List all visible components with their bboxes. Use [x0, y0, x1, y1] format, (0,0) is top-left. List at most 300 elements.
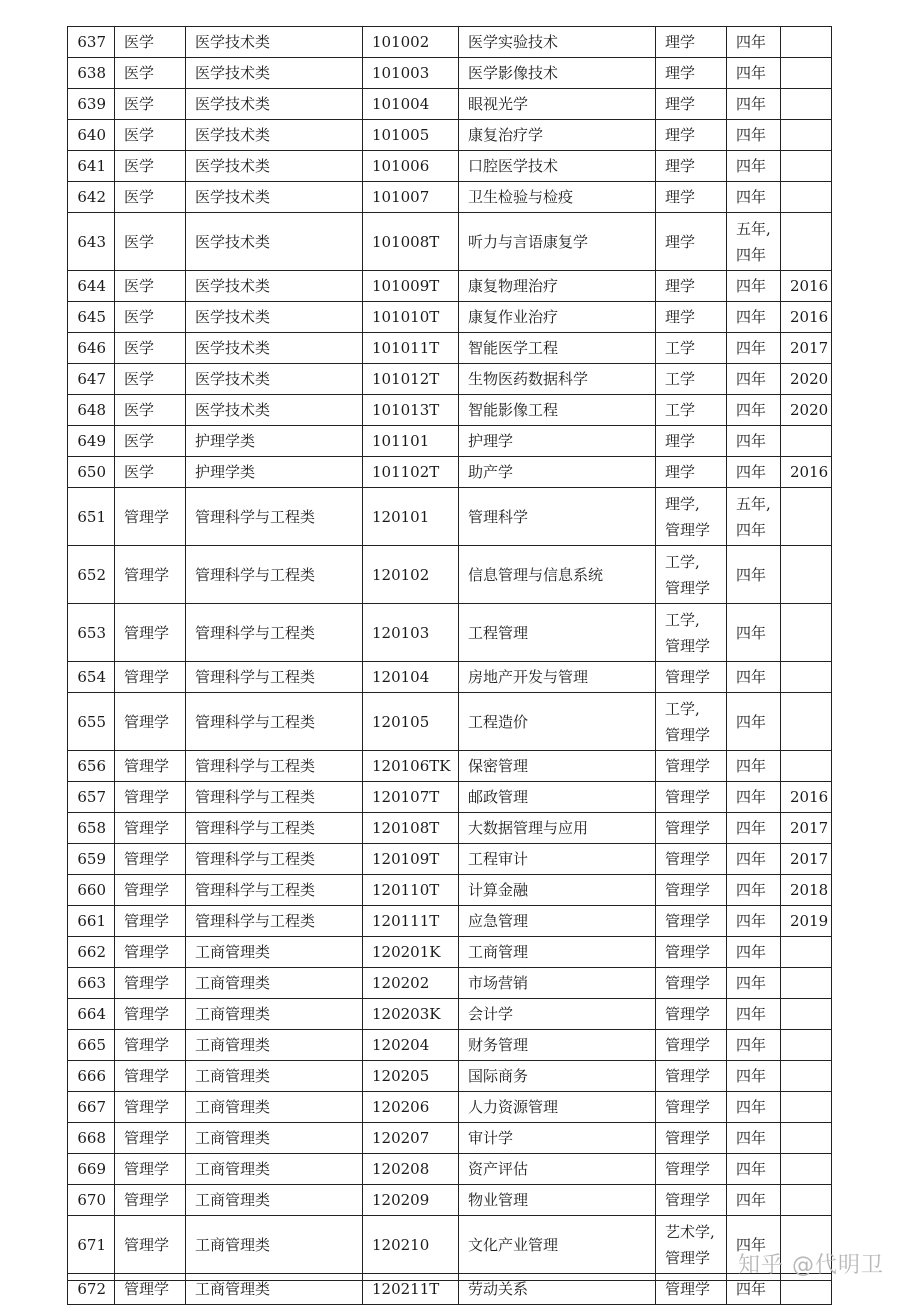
row-number: 670	[68, 1185, 115, 1216]
major-name-cell: 工程审计	[459, 844, 656, 875]
duration-cell-line: 四年	[736, 623, 767, 642]
major-code-cell: 120105	[363, 693, 459, 751]
degree-cell-line: 工学,	[665, 610, 700, 629]
row-number: 669	[68, 1154, 115, 1185]
row-number: 655	[68, 693, 115, 751]
discipline-cell: 医学	[115, 364, 186, 395]
duration-cell-line: 四年	[736, 245, 767, 264]
major-name-cell: 人力资源管理	[459, 1092, 656, 1123]
year-cell	[781, 151, 832, 182]
duration-cell	[727, 457, 781, 488]
duration-cell	[727, 844, 781, 875]
discipline-cell: 医学	[115, 27, 186, 58]
duration-cell	[727, 89, 781, 120]
duration-cell-line: 四年	[736, 788, 767, 806]
row-number: 648	[68, 395, 115, 426]
table-row	[68, 58, 832, 89]
duration-cell-line: 四年	[736, 881, 767, 899]
major-code-cell: 101002	[363, 27, 459, 58]
row-number: 656	[68, 751, 115, 782]
major-code-cell: 120203K	[363, 999, 459, 1030]
category-cell: 工商管理类	[186, 1030, 363, 1061]
duration-cell-line: 四年	[736, 712, 767, 731]
discipline-cell: 管理学	[115, 1030, 186, 1061]
degree-cell-line: 理学,	[665, 494, 700, 513]
row-number: 654	[68, 662, 115, 693]
duration-cell-line: 四年	[736, 757, 767, 775]
duration-cell	[727, 1185, 781, 1216]
major-code-cell: 120106TK	[363, 751, 459, 782]
degree-cell-line: 工学	[665, 401, 696, 419]
degree-cell-line: 理学	[665, 157, 696, 175]
year-cell	[781, 546, 832, 604]
year-cell	[781, 662, 832, 693]
degree-cell	[656, 364, 727, 395]
discipline-cell: 管理学	[115, 1092, 186, 1123]
major-name-cell: 财务管理	[459, 1030, 656, 1061]
row-number: 642	[68, 182, 115, 213]
degree-cell	[656, 751, 727, 782]
discipline-cell: 管理学	[115, 1061, 186, 1092]
duration-cell	[727, 546, 781, 604]
row-number: 665	[68, 1030, 115, 1061]
major-code-cell: 120208	[363, 1154, 459, 1185]
category-cell: 医学技术类	[186, 213, 363, 271]
table-row	[68, 906, 832, 937]
table-row	[68, 1061, 832, 1092]
discipline-cell: 管理学	[115, 1216, 186, 1274]
year-cell	[781, 1123, 832, 1154]
major-name-cell: 康复物理治疗	[459, 271, 656, 302]
major-code-cell: 120101	[363, 488, 459, 546]
table-row	[68, 457, 832, 488]
discipline-cell: 管理学	[115, 1123, 186, 1154]
row-number: 668	[68, 1123, 115, 1154]
category-cell: 管理科学与工程类	[186, 813, 363, 844]
discipline-cell: 管理学	[115, 488, 186, 546]
category-cell: 护理学类	[186, 457, 363, 488]
duration-cell-line: 四年	[736, 943, 767, 961]
table-row	[68, 1216, 832, 1274]
category-cell: 管理科学与工程类	[186, 875, 363, 906]
discipline-cell: 医学	[115, 302, 186, 333]
watermark: 知乎 @代明卫	[738, 1253, 884, 1278]
year-cell	[781, 693, 832, 751]
year-cell	[781, 1061, 832, 1092]
category-cell: 管理科学与工程类	[186, 782, 363, 813]
discipline-cell: 管理学	[115, 906, 186, 937]
duration-cell-line: 四年	[736, 974, 767, 992]
major-code-cell: 101009T	[363, 271, 459, 302]
degree-cell-line: 工学,	[665, 552, 700, 571]
degree-cell	[656, 1274, 727, 1305]
degree-cell-line: 管理学	[665, 1036, 711, 1054]
duration-cell	[727, 120, 781, 151]
year-cell	[781, 751, 832, 782]
row-number: 647	[68, 364, 115, 395]
major-name-cell: 审计学	[459, 1123, 656, 1154]
table-row	[68, 333, 832, 364]
degree-cell-line: 管理学	[665, 1098, 711, 1116]
category-cell: 工商管理类	[186, 1274, 363, 1305]
category-cell: 工商管理类	[186, 1092, 363, 1123]
degree-cell-line: 理学	[665, 95, 696, 113]
discipline-cell: 医学	[115, 213, 186, 271]
discipline-cell: 医学	[115, 58, 186, 89]
duration-cell-line: 四年	[736, 308, 767, 326]
year-cell: 2016	[781, 457, 832, 488]
duration-cell-line: 四年	[736, 1067, 767, 1085]
table-row	[68, 364, 832, 395]
table-row	[68, 151, 832, 182]
year-cell	[781, 426, 832, 457]
row-number: 645	[68, 302, 115, 333]
duration-cell	[727, 333, 781, 364]
duration-cell-line: 四年	[736, 1235, 767, 1254]
major-name-cell: 助产学	[459, 457, 656, 488]
duration-cell-line: 五年,	[736, 494, 771, 513]
degree-cell-line: 管理学	[665, 1005, 711, 1023]
duration-cell-line: 四年	[736, 850, 767, 868]
row-number: 672	[68, 1274, 115, 1305]
row-number: 663	[68, 968, 115, 999]
duration-cell	[727, 426, 781, 457]
duration-cell	[727, 271, 781, 302]
duration-cell-line: 四年	[736, 339, 767, 357]
row-number: 640	[68, 120, 115, 151]
category-cell: 工商管理类	[186, 999, 363, 1030]
degree-cell	[656, 968, 727, 999]
degree-cell-line: 工学	[665, 339, 696, 357]
table-row	[68, 1154, 832, 1185]
table-body	[68, 27, 832, 1305]
duration-cell	[727, 875, 781, 906]
table-row	[68, 1123, 832, 1154]
year-cell: 2018	[781, 875, 832, 906]
year-cell	[781, 1185, 832, 1216]
degree-cell	[656, 1030, 727, 1061]
major-name-cell: 资产评估	[459, 1154, 656, 1185]
major-name-cell: 物业管理	[459, 1185, 656, 1216]
degree-cell-line: 工学,	[665, 699, 700, 718]
discipline-cell: 医学	[115, 89, 186, 120]
major-name-cell: 大数据管理与应用	[459, 813, 656, 844]
year-cell: 2017	[781, 813, 832, 844]
year-cell: 2019	[781, 906, 832, 937]
duration-cell-line: 四年	[736, 126, 767, 144]
degree-cell	[656, 1216, 727, 1274]
row-number: 667	[68, 1092, 115, 1123]
discipline-cell: 医学	[115, 333, 186, 364]
duration-cell	[727, 1274, 781, 1305]
duration-cell-line: 四年	[736, 432, 767, 450]
degree-cell	[656, 457, 727, 488]
category-cell: 工商管理类	[186, 1061, 363, 1092]
table-row	[68, 182, 832, 213]
duration-cell	[727, 693, 781, 751]
duration-cell	[727, 999, 781, 1030]
year-cell	[781, 1274, 832, 1305]
degree-cell	[656, 182, 727, 213]
duration-cell-line: 四年	[736, 95, 767, 113]
degree-cell	[656, 1185, 727, 1216]
table-row	[68, 999, 832, 1030]
year-cell	[781, 120, 832, 151]
major-name-cell: 国际商务	[459, 1061, 656, 1092]
degree-cell	[656, 662, 727, 693]
year-cell	[781, 1216, 832, 1274]
degree-cell-line: 理学	[665, 277, 696, 295]
major-code-cell: 120111T	[363, 906, 459, 937]
discipline-cell: 管理学	[115, 813, 186, 844]
row-number: 661	[68, 906, 115, 937]
row-number: 671	[68, 1216, 115, 1274]
duration-cell	[727, 1123, 781, 1154]
category-cell: 管理科学与工程类	[186, 546, 363, 604]
year-cell	[781, 58, 832, 89]
category-cell: 医学技术类	[186, 151, 363, 182]
degree-cell	[656, 693, 727, 751]
major-name-cell: 文化产业管理	[459, 1216, 656, 1274]
year-cell	[781, 488, 832, 546]
degree-cell	[656, 426, 727, 457]
major-name-cell: 市场营销	[459, 968, 656, 999]
duration-cell	[727, 58, 781, 89]
major-code-cell: 101012T	[363, 364, 459, 395]
table-row	[68, 844, 832, 875]
major-name-cell: 会计学	[459, 999, 656, 1030]
degree-cell-line: 管理学	[665, 636, 711, 655]
table-row	[68, 751, 832, 782]
major-code-cell: 101005	[363, 120, 459, 151]
duration-cell	[727, 364, 781, 395]
duration-cell-line: 四年	[736, 1129, 767, 1147]
table-row	[68, 875, 832, 906]
major-name-cell: 护理学	[459, 426, 656, 457]
degree-cell-line: 理学	[665, 126, 696, 144]
duration-cell-line: 四年	[736, 1005, 767, 1023]
year-cell: 2020	[781, 395, 832, 426]
duration-cell-line: 四年	[736, 370, 767, 388]
row-number: 644	[68, 271, 115, 302]
major-code-cell: 120201K	[363, 937, 459, 968]
degree-cell	[656, 58, 727, 89]
degree-cell	[656, 333, 727, 364]
table-row	[68, 604, 832, 662]
degree-cell	[656, 844, 727, 875]
duration-cell-line: 四年	[736, 1036, 767, 1054]
duration-cell	[727, 213, 781, 271]
major-name-cell: 工商管理	[459, 937, 656, 968]
major-name-cell: 眼视光学	[459, 89, 656, 120]
row-number: 651	[68, 488, 115, 546]
year-cell: 2017	[781, 333, 832, 364]
category-cell: 工商管理类	[186, 968, 363, 999]
duration-cell	[727, 488, 781, 546]
discipline-cell: 医学	[115, 395, 186, 426]
table-row	[68, 1185, 832, 1216]
discipline-cell: 医学	[115, 457, 186, 488]
duration-cell	[727, 906, 781, 937]
degree-cell-line: 管理学	[665, 912, 711, 930]
duration-cell-line: 五年,	[736, 219, 771, 238]
discipline-cell: 医学	[115, 182, 186, 213]
discipline-cell: 管理学	[115, 751, 186, 782]
degree-cell-line: 理学	[665, 432, 696, 450]
category-cell: 管理科学与工程类	[186, 488, 363, 546]
row-number: 666	[68, 1061, 115, 1092]
duration-cell-line: 四年	[736, 1280, 767, 1298]
duration-cell-line: 四年	[736, 1160, 767, 1178]
degree-cell	[656, 875, 727, 906]
degree-cell-line: 理学	[665, 308, 696, 326]
discipline-cell: 管理学	[115, 844, 186, 875]
table-row	[68, 1092, 832, 1123]
degree-cell-line: 艺术学,	[665, 1222, 715, 1241]
major-name-cell: 医学实验技术	[459, 27, 656, 58]
duration-cell-line: 四年	[736, 33, 767, 51]
discipline-cell: 管理学	[115, 937, 186, 968]
degree-cell-line: 理学	[665, 33, 696, 51]
table-row	[68, 213, 832, 271]
discipline-cell: 医学	[115, 151, 186, 182]
major-name-cell: 卫生检验与检疫	[459, 182, 656, 213]
category-cell: 医学技术类	[186, 89, 363, 120]
major-code-cell: 101101	[363, 426, 459, 457]
degree-cell-line: 理学	[665, 64, 696, 82]
degree-cell	[656, 213, 727, 271]
category-cell: 工商管理类	[186, 1216, 363, 1274]
degree-cell-line: 管理学	[665, 1280, 711, 1298]
year-cell	[781, 968, 832, 999]
category-cell: 管理科学与工程类	[186, 844, 363, 875]
duration-cell-line: 四年	[736, 277, 767, 295]
discipline-cell: 医学	[115, 120, 186, 151]
major-code-cell: 120204	[363, 1030, 459, 1061]
major-name-cell: 计算金融	[459, 875, 656, 906]
category-cell: 管理科学与工程类	[186, 662, 363, 693]
degree-cell	[656, 1092, 727, 1123]
degree-cell-line: 管理学	[665, 1191, 711, 1209]
discipline-cell: 管理学	[115, 1154, 186, 1185]
duration-cell	[727, 27, 781, 58]
category-cell: 医学技术类	[186, 120, 363, 151]
major-code-cell: 120206	[363, 1092, 459, 1123]
major-name-cell: 智能医学工程	[459, 333, 656, 364]
row-number: 660	[68, 875, 115, 906]
major-code-cell: 120103	[363, 604, 459, 662]
row-number: 638	[68, 58, 115, 89]
degree-cell	[656, 395, 727, 426]
year-cell	[781, 1030, 832, 1061]
degree-cell	[656, 604, 727, 662]
duration-cell-line: 四年	[736, 819, 767, 837]
major-name-cell: 康复作业治疗	[459, 302, 656, 333]
year-cell	[781, 1154, 832, 1185]
row-number: 650	[68, 457, 115, 488]
table-row	[68, 120, 832, 151]
degree-cell-line: 理学	[665, 188, 696, 206]
year-cell: 2020	[781, 364, 832, 395]
degree-cell	[656, 813, 727, 844]
degree-cell-line: 管理学	[665, 788, 711, 806]
major-name-cell: 保密管理	[459, 751, 656, 782]
degree-cell	[656, 1061, 727, 1092]
discipline-cell: 管理学	[115, 693, 186, 751]
category-cell: 管理科学与工程类	[186, 906, 363, 937]
degree-cell	[656, 488, 727, 546]
year-cell	[781, 213, 832, 271]
category-cell: 医学技术类	[186, 395, 363, 426]
year-cell: 2017	[781, 844, 832, 875]
degree-cell-line: 管理学	[665, 520, 711, 539]
duration-cell	[727, 151, 781, 182]
row-number: 649	[68, 426, 115, 457]
degree-cell	[656, 906, 727, 937]
degree-cell-line: 管理学	[665, 943, 711, 961]
major-code-cell: 101013T	[363, 395, 459, 426]
degree-cell-line: 管理学	[665, 850, 711, 868]
degree-cell	[656, 937, 727, 968]
duration-cell	[727, 1030, 781, 1061]
degree-cell-line: 工学	[665, 370, 696, 388]
degree-cell	[656, 89, 727, 120]
major-name-cell: 康复治疗学	[459, 120, 656, 151]
year-cell: 2016	[781, 302, 832, 333]
duration-cell	[727, 1061, 781, 1092]
duration-cell	[727, 395, 781, 426]
degree-cell-line: 管理学	[665, 1160, 711, 1178]
category-cell: 医学技术类	[186, 58, 363, 89]
category-cell: 医学技术类	[186, 302, 363, 333]
table-row	[68, 693, 832, 751]
category-cell: 管理科学与工程类	[186, 604, 363, 662]
table-row	[68, 271, 832, 302]
major-name-cell: 生物医药数据科学	[459, 364, 656, 395]
major-code-cell: 101102T	[363, 457, 459, 488]
duration-cell	[727, 937, 781, 968]
duration-cell	[727, 182, 781, 213]
discipline-cell: 管理学	[115, 968, 186, 999]
major-name-cell: 听力与言语康复学	[459, 213, 656, 271]
discipline-cell: 管理学	[115, 999, 186, 1030]
duration-cell-line: 四年	[736, 401, 767, 419]
major-name-cell: 医学影像技术	[459, 58, 656, 89]
category-cell: 医学技术类	[186, 333, 363, 364]
year-cell	[781, 937, 832, 968]
major-code-cell: 120210	[363, 1216, 459, 1274]
degree-cell-line: 管理学	[665, 1248, 711, 1267]
duration-cell	[727, 1092, 781, 1123]
duration-cell-line: 四年	[736, 912, 767, 930]
degree-cell	[656, 782, 727, 813]
table-row	[68, 546, 832, 604]
major-name-cell: 信息管理与信息系统	[459, 546, 656, 604]
major-code-cell: 120211T	[363, 1274, 459, 1305]
row-number: 639	[68, 89, 115, 120]
degree-cell	[656, 271, 727, 302]
category-cell: 工商管理类	[186, 1185, 363, 1216]
year-cell: 2016	[781, 782, 832, 813]
degree-cell	[656, 27, 727, 58]
table-row	[68, 27, 832, 58]
discipline-cell: 管理学	[115, 875, 186, 906]
major-code-cell: 101008T	[363, 213, 459, 271]
duration-cell-line: 四年	[736, 1098, 767, 1116]
category-cell: 管理科学与工程类	[186, 751, 363, 782]
degree-cell-line: 理学	[665, 463, 696, 481]
discipline-cell: 管理学	[115, 604, 186, 662]
